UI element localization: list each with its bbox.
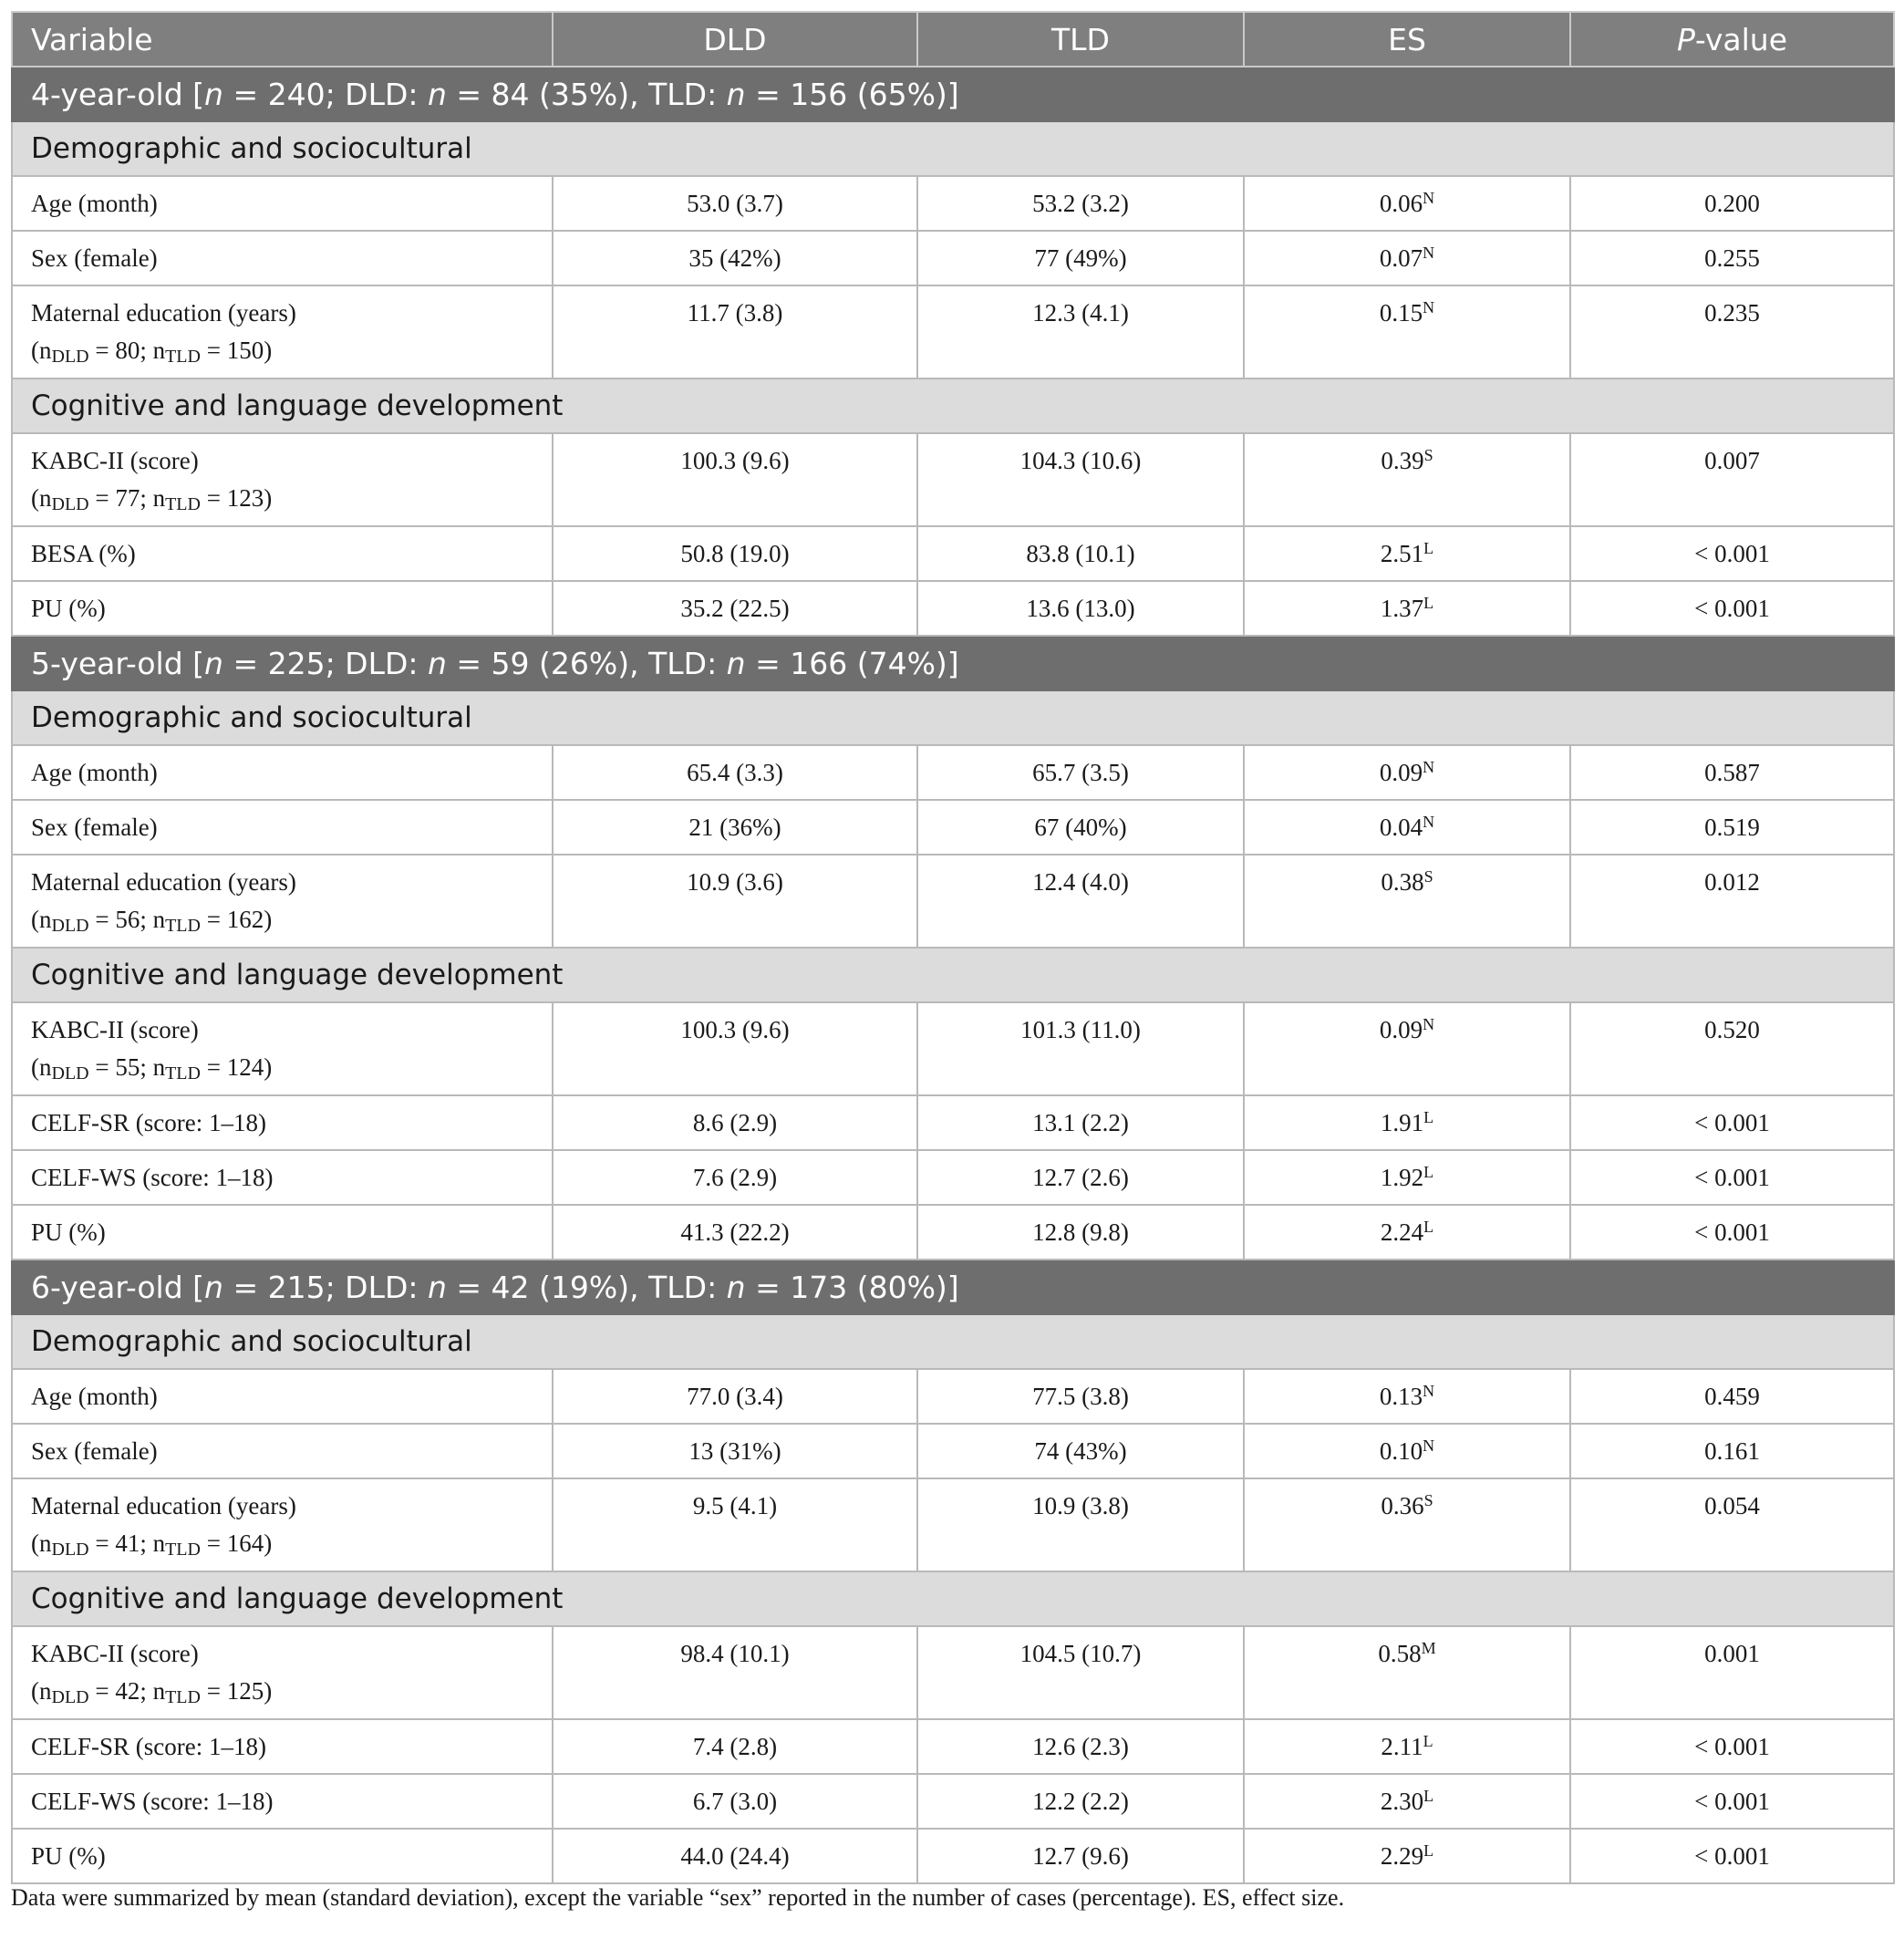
es-value: 1.37 [1380,595,1424,622]
sample-size-part: = 77; n [88,484,166,512]
age-group-title [12,636,1894,690]
table-row [12,581,1894,636]
table-row [12,231,1894,285]
header-p-rest: -value [1694,21,1788,57]
age-group-title-part: n [204,1269,223,1305]
es-magnitude-superscript: N [1423,1015,1435,1033]
variable-cell [12,526,553,581]
tld-value: 12.2 (2.2) [917,1774,1244,1829]
variable-label: CELF-SR (score: 1–18) [31,1733,266,1760]
tld-value: 13.1 (2.2) [917,1095,1244,1150]
variable-cell [12,1774,553,1829]
variable-cell [12,285,553,378]
age-group-title-part: 4-year-old [ [31,76,205,112]
es-value: 2.29 [1380,1842,1424,1870]
sample-size-part: = 56; n [88,906,166,933]
age-group-title-part: = 225; DLD: [222,645,428,681]
table-row [12,1369,1894,1424]
age-group-title-part: = 240; DLD: [222,76,428,112]
table-row [12,176,1894,231]
dld-value: 6.7 (3.0) [553,1774,917,1829]
age-group-title-part: n [726,76,746,112]
sample-size-subscript: TLD [165,1540,201,1560]
tld-value: 12.6 (2.3) [917,1719,1244,1774]
section-row [12,1314,1894,1369]
es-value: 2.24 [1380,1218,1424,1246]
sample-size-part: = 80; n [88,337,166,364]
es-value: 0.09 [1379,1016,1423,1043]
section-title: Demographic and sociocultural [12,121,1894,176]
es-magnitude-superscript: S [1423,867,1433,886]
tld-value: 12.7 (2.6) [917,1150,1244,1205]
sample-size-part: (n [31,1677,52,1705]
table-row [12,855,1894,948]
p-value: 0.235 [1570,285,1894,378]
p-value: < 0.001 [1570,1829,1894,1883]
es-cell [1244,1424,1570,1478]
p-value: 0.459 [1570,1369,1894,1424]
p-value: < 0.001 [1570,1095,1894,1150]
es-magnitude-superscript: L [1423,1841,1434,1860]
tld-value: 53.2 (3.2) [917,176,1244,231]
p-value: < 0.001 [1570,1719,1894,1774]
dld-value: 13 (31%) [553,1424,917,1478]
table-row [12,1002,1894,1095]
sample-size-note [31,1677,551,1708]
es-value: 0.09 [1379,759,1423,786]
es-cell [1244,1205,1570,1260]
es-magnitude-superscript: L [1423,539,1434,557]
dld-value: 21 (36%) [553,800,917,855]
dld-value: 8.6 (2.9) [553,1095,917,1150]
tld-value: 12.7 (9.6) [917,1829,1244,1883]
es-magnitude-superscript: M [1421,1639,1436,1657]
variable-cell [12,1095,553,1150]
dld-value: 44.0 (24.4) [553,1829,917,1883]
section-title: Cognitive and language development [12,1571,1894,1626]
dld-value: 50.8 (19.0) [553,526,917,581]
variable-cell [12,1626,553,1719]
section-title: Cognitive and language development [12,378,1894,433]
es-magnitude-superscript: N [1423,189,1435,207]
sample-size-subscript: TLD [165,1687,201,1707]
es-cell [1244,231,1570,285]
age-group-title-part: n [428,1269,447,1305]
dld-value: 100.3 (9.6) [553,433,917,526]
es-magnitude-superscript: S [1423,1491,1433,1509]
results-table [11,11,1895,1884]
table-row [12,800,1894,855]
sample-size-part: = 125) [200,1677,273,1705]
p-value: 0.007 [1570,433,1894,526]
age-group-title-part: = 59 (26%), TLD: [446,645,727,681]
es-cell [1244,800,1570,855]
es-cell [1244,581,1570,636]
sample-size-subscript: DLD [51,1540,89,1560]
p-value: 0.161 [1570,1424,1894,1478]
table-row [12,1205,1894,1260]
es-magnitude-superscript: N [1423,813,1435,831]
age-group-title-part: = 42 (19%), TLD: [446,1269,727,1305]
section-row [12,1571,1894,1626]
variable-label: Age (month) [31,759,158,786]
dld-value: 7.4 (2.8) [553,1719,917,1774]
table-row [12,745,1894,800]
es-value: 0.07 [1379,244,1423,272]
es-value: 0.10 [1379,1437,1423,1465]
es-magnitude-superscript: L [1423,594,1434,612]
variable-cell [12,745,553,800]
age-group-title-part: = 84 (35%), TLD: [446,76,727,112]
sample-size-part: (n [31,906,52,933]
variable-cell [12,1369,553,1424]
es-magnitude-superscript: N [1423,758,1435,776]
es-cell [1244,1150,1570,1205]
es-magnitude-superscript: L [1423,1108,1434,1126]
tld-value: 101.3 (11.0) [917,1002,1244,1095]
es-value: 0.58 [1378,1640,1422,1667]
dld-value: 35.2 (22.5) [553,581,917,636]
header-es: ES [1244,12,1570,67]
table-body [12,67,1894,1883]
es-cell [1244,1095,1570,1150]
dld-value: 53.0 (3.7) [553,176,917,231]
variable-cell [12,1424,553,1478]
sample-size-part: = 162) [200,906,273,933]
p-value: < 0.001 [1570,581,1894,636]
variable-cell [12,176,553,231]
sample-size-part: = 123) [200,484,273,512]
sample-size-subscript: TLD [165,1063,201,1084]
header-row [12,12,1894,67]
es-cell [1244,1829,1570,1883]
es-cell [1244,1626,1570,1719]
variable-label: Age (month) [31,190,158,217]
dld-value: 98.4 (10.1) [553,1626,917,1719]
variable-cell [12,1829,553,1883]
variable-cell [12,1719,553,1774]
tld-value: 77 (49%) [917,231,1244,285]
table-header [12,12,1894,67]
age-group-title-part: n [428,76,447,112]
age-group-title-part: n [428,645,447,681]
sample-size-part: = 41; n [88,1529,166,1557]
tld-value: 12.3 (4.1) [917,285,1244,378]
age-group-title-part: = 173 (80%)] [745,1269,959,1305]
variable-cell [12,800,553,855]
dld-value: 11.7 (3.8) [553,285,917,378]
header-tld: TLD [917,12,1244,67]
es-cell [1244,745,1570,800]
sample-size-subscript: DLD [51,916,89,936]
p-value: 0.520 [1570,1002,1894,1095]
es-magnitude-superscript: L [1423,1163,1434,1181]
sample-size-part: = 124) [200,1053,273,1081]
dld-value: 7.6 (2.9) [553,1150,917,1205]
tld-value: 104.3 (10.6) [917,433,1244,526]
dld-value: 77.0 (3.4) [553,1369,917,1424]
age-group-title [12,1260,1894,1314]
variable-cell [12,1205,553,1260]
es-magnitude-superscript: L [1423,1787,1434,1805]
age-group-title-part: n [726,1269,746,1305]
es-cell [1244,176,1570,231]
p-value: 0.054 [1570,1478,1894,1571]
p-value: 0.012 [1570,855,1894,948]
es-value: 2.11 [1381,1733,1423,1760]
sample-size-subscript: DLD [51,1063,89,1084]
section-title: Cognitive and language development [12,948,1894,1002]
es-value: 1.92 [1380,1164,1424,1191]
variable-label: Maternal education (years) [31,1492,296,1519]
sample-size-part: (n [31,484,52,512]
age-group-title-part: = 215; DLD: [222,1269,428,1305]
variable-cell [12,855,553,948]
variable-cell [12,1478,553,1571]
p-value: < 0.001 [1570,1774,1894,1829]
age-group-title-part: 5-year-old [ [31,645,205,681]
es-cell [1244,1002,1570,1095]
p-value: < 0.001 [1570,1150,1894,1205]
age-group-title [12,67,1894,121]
header-variable: Variable [12,12,553,67]
sample-size-part: = 42; n [88,1677,166,1705]
es-cell [1244,1719,1570,1774]
variable-label: PU (%) [31,595,106,622]
sample-size-subscript: TLD [165,347,201,367]
sample-size-note [31,484,551,515]
es-value: 0.15 [1379,299,1423,327]
sample-size-subscript: DLD [51,494,89,514]
table-row [12,1829,1894,1883]
variable-cell [12,433,553,526]
table-row [12,1095,1894,1150]
sample-size-note [31,906,551,937]
p-value: < 0.001 [1570,526,1894,581]
section-title: Demographic and sociocultural [12,690,1894,745]
variable-label: CELF-WS (score: 1–18) [31,1164,274,1191]
es-cell [1244,855,1570,948]
age-group-title-part: n [204,645,223,681]
section-row [12,690,1894,745]
header-p-value [1570,12,1894,67]
sample-size-part: = 55; n [88,1053,166,1081]
section-row [12,378,1894,433]
header-p-italic: P [1676,21,1695,57]
es-magnitude-superscript: L [1423,1732,1433,1750]
p-value: 0.519 [1570,800,1894,855]
sample-size-subscript: TLD [165,494,201,514]
sample-size-part: (n [31,337,52,364]
es-value: 2.51 [1380,540,1424,567]
tld-value: 65.7 (3.5) [917,745,1244,800]
dld-value: 10.9 (3.6) [553,855,917,948]
tld-value: 83.8 (10.1) [917,526,1244,581]
variable-label: KABC-II (score) [31,447,199,474]
variable-label: Age (month) [31,1383,158,1410]
age-group-row [12,1260,1894,1314]
section-title: Demographic and sociocultural [12,1314,1894,1369]
age-group-title-part: n [726,645,746,681]
sample-size-subscript: TLD [165,916,201,936]
sample-size-note [31,337,551,368]
table-row [12,1424,1894,1478]
es-value: 0.36 [1381,1492,1424,1519]
sample-size-part: (n [31,1529,52,1557]
variable-cell [12,1002,553,1095]
dld-value: 65.4 (3.3) [553,745,917,800]
tld-value: 74 (43%) [917,1424,1244,1478]
sample-size-part: = 150) [200,337,273,364]
es-value: 0.39 [1381,447,1424,474]
variable-label: Maternal education (years) [31,299,296,327]
es-magnitude-superscript: N [1423,1382,1435,1400]
p-value: 0.001 [1570,1626,1894,1719]
variable-label: PU (%) [31,1842,106,1870]
es-cell [1244,1478,1570,1571]
age-group-title-part: = 156 (65%)] [745,76,959,112]
table-row [12,1719,1894,1774]
table-row [12,1150,1894,1205]
age-group-title-part: 6-year-old [ [31,1269,205,1305]
variable-label: CELF-WS (score: 1–18) [31,1788,274,1815]
es-value: 0.06 [1379,190,1423,217]
es-value: 1.91 [1380,1109,1424,1136]
header-dld: DLD [553,12,917,67]
sample-size-subscript: DLD [51,1687,89,1707]
age-group-title-part: n [204,76,223,112]
tld-value: 10.9 (3.8) [917,1478,1244,1571]
es-magnitude-superscript: N [1423,1436,1435,1455]
table-row [12,285,1894,378]
variable-label: Sex (female) [31,1437,158,1465]
variable-label: PU (%) [31,1218,106,1246]
section-row [12,948,1894,1002]
variable-label: Sex (female) [31,244,158,272]
variable-label: BESA (%) [31,540,136,567]
dld-value: 35 (42%) [553,231,917,285]
variable-label: CELF-SR (score: 1–18) [31,1109,266,1136]
p-value: < 0.001 [1570,1205,1894,1260]
variable-label: KABC-II (score) [31,1016,199,1043]
table-footnote: Data were summarized by mean (standard deviation), except the variable “sex” reported in the number of cases (percentage). ES, effect size. [11,1884,1345,1911]
p-value: 0.255 [1570,231,1894,285]
section-row [12,121,1894,176]
sample-size-note [31,1053,551,1084]
table-container [11,11,1893,1884]
dld-value: 100.3 (9.6) [553,1002,917,1095]
es-magnitude-superscript: L [1423,1218,1434,1236]
table-row [12,1774,1894,1829]
variable-label: Sex (female) [31,814,158,841]
sample-size-subscript: DLD [51,347,89,367]
tld-value: 13.6 (13.0) [917,581,1244,636]
es-magnitude-superscript: N [1423,244,1435,262]
p-value: 0.587 [1570,745,1894,800]
es-cell [1244,285,1570,378]
tld-value: 104.5 (10.7) [917,1626,1244,1719]
es-magnitude-superscript: S [1423,446,1433,464]
es-cell [1244,1369,1570,1424]
tld-value: 77.5 (3.8) [917,1369,1244,1424]
es-value: 2.30 [1380,1788,1424,1815]
p-value: 0.200 [1570,176,1894,231]
variable-label: Maternal education (years) [31,868,296,896]
es-cell [1244,526,1570,581]
variable-label: KABC-II (score) [31,1640,199,1667]
table-row [12,1478,1894,1571]
sample-size-note [31,1529,551,1561]
age-group-row [12,67,1894,121]
es-value: 0.38 [1381,868,1424,896]
es-value: 0.13 [1379,1383,1423,1410]
es-cell [1244,433,1570,526]
dld-value: 9.5 (4.1) [553,1478,917,1571]
variable-cell [12,581,553,636]
age-group-title-part: = 166 (74%)] [745,645,959,681]
age-group-row [12,636,1894,690]
table-row [12,526,1894,581]
es-cell [1244,1774,1570,1829]
dld-value: 41.3 (22.2) [553,1205,917,1260]
tld-value: 12.4 (4.0) [917,855,1244,948]
table-row [12,433,1894,526]
table-row [12,1626,1894,1719]
es-magnitude-superscript: N [1423,298,1435,316]
sample-size-part: (n [31,1053,52,1081]
variable-cell [12,1150,553,1205]
es-value: 0.04 [1379,814,1423,841]
sample-size-part: = 164) [200,1529,273,1557]
tld-value: 67 (40%) [917,800,1244,855]
variable-cell [12,231,553,285]
tld-value: 12.8 (9.8) [917,1205,1244,1260]
